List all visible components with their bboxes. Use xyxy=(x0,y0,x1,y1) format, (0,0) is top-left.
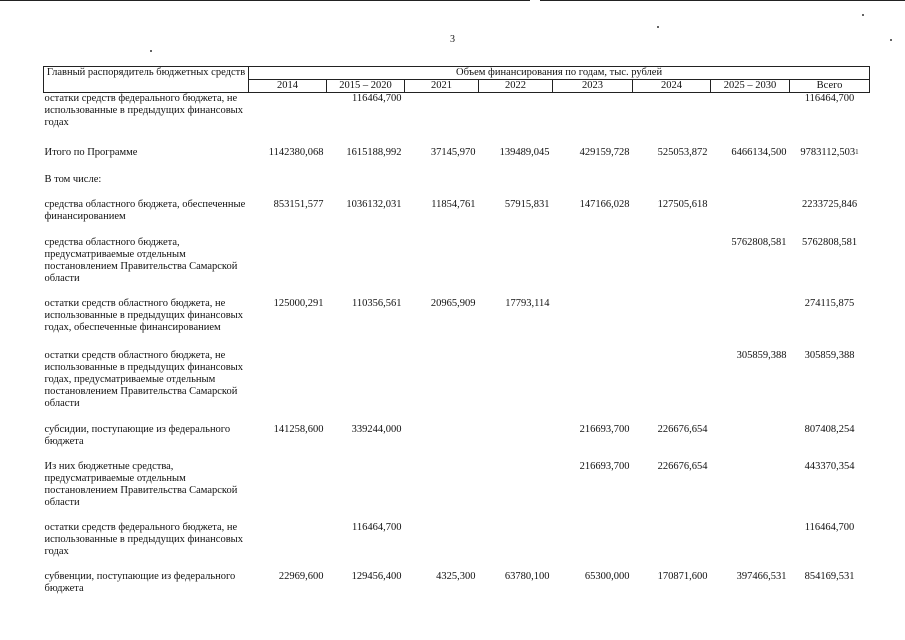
cell-value: 5762808,581 xyxy=(731,237,787,248)
cell-value xyxy=(553,174,633,199)
cell-value: 139489,045 xyxy=(499,147,550,158)
cell-total: 305859,388 xyxy=(804,350,855,361)
row-including xyxy=(44,174,870,199)
row-federal-subventions xyxy=(44,571,870,595)
row-label: В том числе: xyxy=(44,174,102,185)
cell-value: 125000,291 xyxy=(273,298,324,309)
cell-value xyxy=(711,461,790,522)
cell-value xyxy=(711,298,790,350)
row-label: средства областного бюджета, предусматриваемые отдельным постановлением Правительства Самарской области xyxy=(44,237,238,284)
cell-value xyxy=(405,174,479,199)
cell-value: 6466134,500 xyxy=(731,147,787,158)
cell-value: 65300,000 xyxy=(584,571,630,582)
cell-value: 110356,561 xyxy=(352,298,402,309)
cell-total: 5762808,581 xyxy=(801,237,858,248)
cell-value xyxy=(553,237,633,298)
row-label: субсидии, поступающие из федерального бюджета xyxy=(44,424,231,447)
row-label: остатки средств областного бюджета, не использованные в предыдущих финансовых годах, обеспеченные финансированием xyxy=(44,298,243,333)
cell-total: 274115,875 xyxy=(804,298,855,309)
cell-value xyxy=(405,93,479,148)
cell-value: 226676,654 xyxy=(657,461,708,472)
cell-total: 807408,254 xyxy=(804,424,855,435)
cell-value: 57915,831 xyxy=(504,199,550,210)
cell-value: 1142380,068 xyxy=(268,147,324,158)
cell-value-text: 9783112,503 xyxy=(800,147,856,158)
cell-value xyxy=(327,174,405,199)
row-label: остатки средств федерального бюджета, не использованные в предыдущих финансовых годах xyxy=(44,522,243,557)
cell-value xyxy=(249,461,327,522)
cell-value xyxy=(633,237,711,298)
cell-value xyxy=(327,461,405,522)
cell-value xyxy=(553,522,633,571)
cell-value xyxy=(479,237,553,298)
row-federal-remaining-top xyxy=(44,93,870,148)
scan-speck xyxy=(657,26,659,28)
row-of-which-by-resolution xyxy=(44,461,870,522)
scan-top-rule xyxy=(540,0,905,1)
table-body xyxy=(44,93,870,596)
cell-value: 1615188,992 xyxy=(346,147,402,158)
cell-value: 129456,400 xyxy=(351,571,402,582)
cell-value xyxy=(405,237,479,298)
cell-value xyxy=(633,93,711,148)
cell-value xyxy=(711,199,790,237)
scan-speck xyxy=(862,14,864,16)
cell-total: 854169,531 xyxy=(804,571,855,582)
cell-value xyxy=(249,93,327,148)
cell-value: 63780,100 xyxy=(504,571,550,582)
cell-value xyxy=(249,522,327,571)
cell-total: 116464,700 xyxy=(804,93,855,104)
cell-value xyxy=(553,93,633,148)
cell-value: 116464,700 xyxy=(352,522,402,533)
cell-value xyxy=(249,237,327,298)
page-number: 3 xyxy=(450,34,455,45)
cell-value xyxy=(479,93,553,148)
cell-total: 2233725,846 xyxy=(801,199,858,210)
cell-value: 4325,300 xyxy=(436,571,476,582)
cell-value: 22969,600 xyxy=(278,571,324,582)
cell-value: 305859,388 xyxy=(736,350,787,361)
cell-value xyxy=(479,350,553,424)
cell-value: 20965,909 xyxy=(430,298,476,309)
cell-value: 17793,114 xyxy=(505,298,550,309)
cell-value xyxy=(479,461,553,522)
cell-value xyxy=(405,350,479,424)
header-year: 2025 – 2030 xyxy=(711,80,790,93)
header-year: 2023 xyxy=(553,80,633,93)
funding-table xyxy=(43,66,870,595)
row-label: остатки средств федерального бюджета, не использованные в предыдущих финансовых годах xyxy=(44,93,243,128)
row-label: субвенции, поступающие из федерального бюджета xyxy=(44,571,236,594)
row-regional-remaining-by-resolution xyxy=(44,350,870,424)
cell-value: 216693,700 xyxy=(579,424,630,435)
cell-value: 147166,028 xyxy=(579,199,630,210)
cell-value: 429159,728 xyxy=(579,147,630,158)
cell-value xyxy=(711,93,790,148)
cell-value xyxy=(553,350,633,424)
cell-value: 170871,600 xyxy=(657,571,708,582)
row-regional-funded xyxy=(44,199,870,237)
header-year: 2015 – 2020 xyxy=(327,80,405,93)
cell-value xyxy=(249,174,327,199)
cell-value xyxy=(633,522,711,571)
cell-value xyxy=(405,461,479,522)
row-label: Итого по Программе xyxy=(44,147,138,158)
cell-total xyxy=(790,174,870,199)
cell-value xyxy=(711,424,790,461)
cell-total xyxy=(790,147,870,174)
cell-value: 226676,654 xyxy=(657,424,708,435)
row-label: остатки средств областного бюджета, не использованные в предыдущих финансовых годах, предусматриваемые отдельным постановлением Правительства Самарской области xyxy=(44,350,243,409)
row-regional-remaining-funded xyxy=(44,298,870,350)
table-header xyxy=(44,67,870,93)
header-distributor: Главный распорядитель бюджетных средств xyxy=(44,67,249,93)
header-year: 2022 xyxy=(479,80,553,93)
row-label: средства областного бюджета, обеспеченные финансированием xyxy=(44,199,246,222)
cell-value xyxy=(249,350,327,424)
cell-value xyxy=(327,237,405,298)
cell-value xyxy=(633,298,711,350)
header-year: 2021 xyxy=(405,80,479,93)
cell-value: 1036132,031 xyxy=(346,199,402,210)
cell-value: 127505,618 xyxy=(657,199,708,210)
cell-total: 443370,354 xyxy=(804,461,855,472)
row-label: Из них бюджетные средства, предусматриваемые отдельным постановлением Правительства Самарской области xyxy=(44,461,238,508)
row-federal-remaining xyxy=(44,522,870,571)
scan-speck xyxy=(150,50,152,52)
cell-value: 37145,970 xyxy=(430,147,476,158)
cell-value xyxy=(327,350,405,424)
cell-value: 216693,700 xyxy=(579,461,630,472)
scan-top-rule xyxy=(0,0,530,1)
row-federal-subsidies xyxy=(44,424,870,461)
cell-value: 339244,000 xyxy=(351,424,402,435)
cell-value: 525053,872 xyxy=(657,147,708,158)
cell-value xyxy=(479,174,553,199)
cell-value xyxy=(711,522,790,571)
header-year: 2024 xyxy=(633,80,711,93)
header-year: 2014 xyxy=(249,80,327,93)
cell-value: 853151,577 xyxy=(273,199,324,210)
cell-total: 116464,700 xyxy=(804,522,855,533)
cell-value xyxy=(479,522,553,571)
footnote-marker: 1 xyxy=(855,148,859,156)
cell-value xyxy=(711,174,790,199)
cell-value: 11854,761 xyxy=(431,199,476,210)
cell-value xyxy=(405,424,479,461)
cell-value: 141258,600 xyxy=(273,424,324,435)
cell-value xyxy=(633,350,711,424)
header-funding-volume: Объем финансирования по годам, тыс. рублей xyxy=(249,67,870,80)
header-total: Всего xyxy=(790,80,870,93)
cell-value: 397466,531 xyxy=(736,571,787,582)
cell-value: 116464,700 xyxy=(352,93,402,104)
cell-value xyxy=(479,424,553,461)
row-program-total xyxy=(44,147,870,174)
cell-value xyxy=(633,174,711,199)
cell-value xyxy=(405,522,479,571)
cell-value xyxy=(553,298,633,350)
row-regional-by-resolution xyxy=(44,237,870,298)
